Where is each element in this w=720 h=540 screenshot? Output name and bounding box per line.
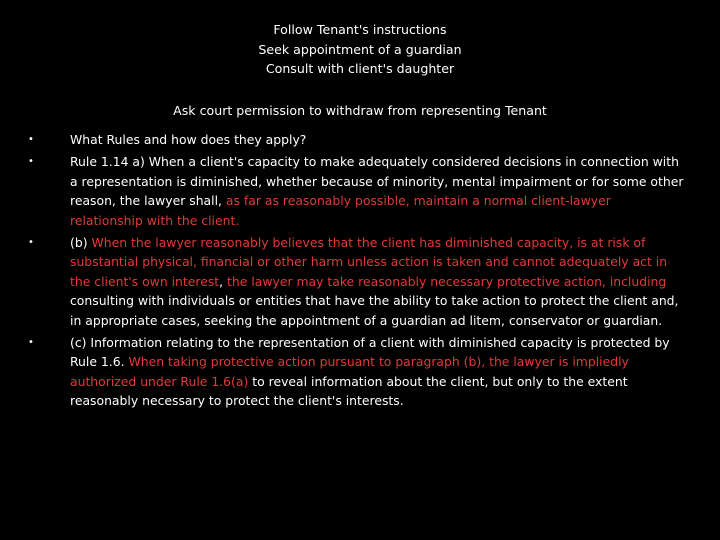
body-text: What Rules and how does they apply? — [70, 132, 307, 147]
option-follow-instructions: Follow Tenant's instructions — [273, 22, 447, 37]
body-text: (b) — [70, 235, 92, 251]
bullet-rule-1-14-a — [26, 152, 686, 230]
answer-options — [0, 20, 720, 120]
body-text: (c) Information relating to the representation of a client with diminished capacity is protected by Rule 1.6. — [70, 335, 670, 370]
rules-bullet-list — [26, 130, 686, 414]
highlighted-text: When the lawyer reasonably believes that the client has diminished capacity, is at risk of substantial physical, financial or other harm unless action is taken and cannot adequately act in the client's own interest — [70, 235, 668, 289]
option-seek-guardian: Seek appointment of a guardian — [258, 41, 462, 57]
bullet-dot-icon: • — [28, 337, 34, 349]
body-text: , — [219, 273, 228, 289]
option-consult-daughter: Consult with client's daughter — [265, 61, 455, 76]
body-text: Rule 1.14 a) When a client's capacity to make adequately considered decisions in connection with a representation is diminished, whether because of minority, mental impairment or for some other reason, the lawyer shall, — [70, 154, 684, 209]
highlighted-text: as far as reasonably possible, maintain a normal client-lawyer relationship with the client. — [70, 193, 611, 228]
highlighted-text: the lawyer may take reasonably necessary protective action, including — [227, 273, 667, 289]
bullet-dot-icon: • — [28, 134, 34, 145]
bullet-dot-icon: • — [28, 156, 34, 168]
bullet-rule-1-14-c — [26, 333, 686, 411]
bullet-rule-1-14-b — [26, 233, 686, 330]
bullet-question — [26, 130, 686, 149]
bullet-dot-icon: • — [28, 237, 34, 249]
option-withdraw: Ask court permission to withdraw from representing Tenant — [173, 102, 547, 118]
highlighted-text: When taking protective action pursuant to paragraph (b), the lawyer is impliedly authorized under Rule 1.6(a) — [70, 354, 629, 389]
body-text: consulting with individuals or entities that have the ability to take action to protect the client and, in appropriate cases, seeking the appointment of a guardian ad litem, conservator or guardian. — [70, 293, 679, 328]
body-text: to reveal information about the client, but only to the extent reasonably necessary to protect the client's interests. — [70, 373, 628, 409]
